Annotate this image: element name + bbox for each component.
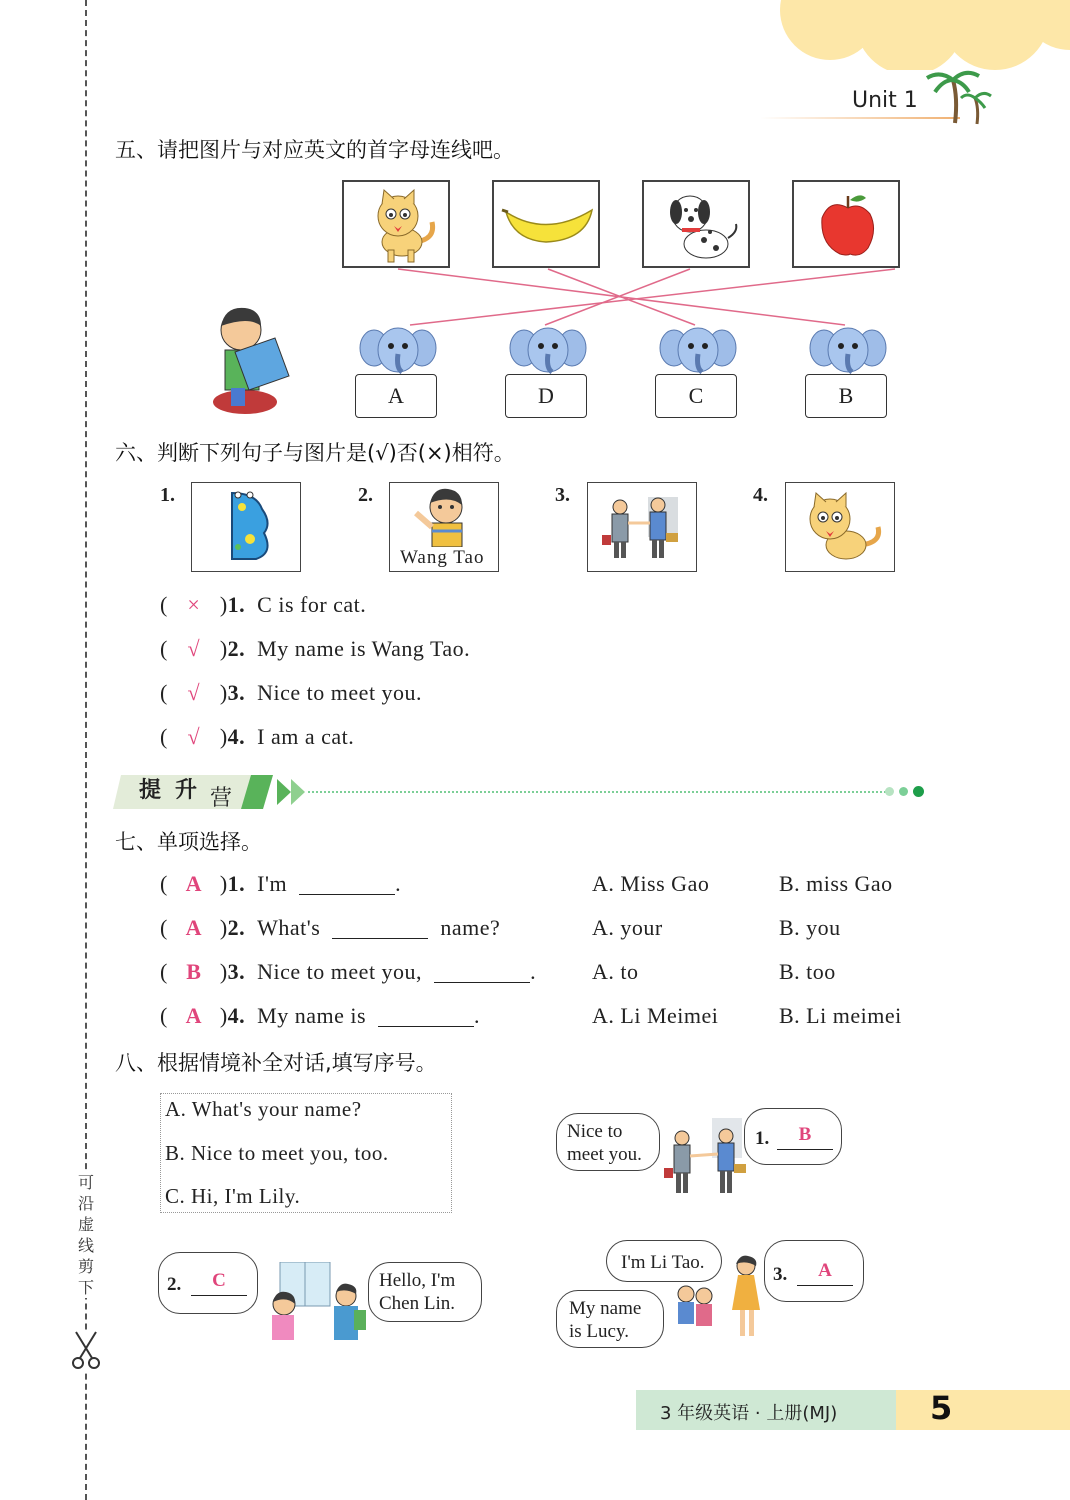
option-a[interactable]: A. Li Meimei: [592, 1003, 719, 1028]
cat-icon: [344, 182, 448, 266]
dog-picture: [642, 180, 750, 268]
cut-instruction: 可 沿 虚 线 剪 下: [77, 1173, 94, 1297]
dialog-option-c: C. Hi, I'm Lily.: [165, 1184, 301, 1208]
greeting-picture: [587, 482, 697, 572]
elephant-icon: [508, 320, 588, 375]
answer-blank[interactable]: A: [797, 1259, 853, 1286]
answer-bubble-2: 2. C: [158, 1252, 258, 1314]
choice-item-2: ( A )2. What's name?: [160, 915, 501, 940]
scissors-icon: [70, 1330, 102, 1370]
page-number: 5: [930, 1389, 953, 1427]
option-a[interactable]: A. your: [592, 915, 663, 940]
boy-waving-icon: [390, 483, 496, 547]
letter-card-d[interactable]: D: [505, 374, 587, 418]
answer-mark[interactable]: √: [187, 724, 201, 749]
letter-b-icon: [192, 483, 298, 569]
answer-blank[interactable]: B: [777, 1123, 833, 1150]
level-up-banner: [113, 773, 308, 815]
picture-number: 4.: [753, 484, 768, 506]
judge-item-3: ( √ )3. Nice to meet you.: [160, 680, 423, 705]
dog-icon: [644, 182, 748, 266]
letter-card-b[interactable]: B: [805, 374, 887, 418]
wang-tao-picture: [389, 482, 499, 572]
answer-blank[interactable]: C: [191, 1269, 247, 1296]
banner-dot: [885, 787, 894, 796]
section5-title: 五、请把图片与对应英文的首字母连线吧。: [115, 138, 514, 162]
choice-item-3: ( B )3. Nice to meet you, .: [160, 959, 537, 984]
apple-picture: [792, 180, 900, 268]
picture-number: 1.: [160, 484, 175, 506]
option-a[interactable]: A. Miss Gao: [592, 871, 710, 896]
banana-picture: [492, 180, 600, 268]
letter-card-a[interactable]: A: [355, 374, 437, 418]
two-men-greeting-illustration: [664, 1118, 750, 1200]
banner-char: 提: [139, 778, 162, 803]
dialog-option-b: B. Nice to meet you, too.: [165, 1141, 389, 1165]
banner-char: 升: [175, 778, 198, 803]
footer-page-bar: [896, 1390, 1070, 1430]
answer-letter[interactable]: B: [186, 959, 202, 984]
banner-dot: [899, 787, 908, 796]
judge-item-1: ( × )1. C is for cat.: [160, 592, 367, 617]
option-b[interactable]: B. Li meimei: [779, 1003, 902, 1028]
book-title: 3 年级英语 · 上册(MJ): [660, 1403, 838, 1424]
answer-blank[interactable]: [299, 872, 395, 895]
option-b[interactable]: B. too: [779, 959, 836, 984]
answer-bubble-3: 3. A: [764, 1240, 864, 1302]
letter-b-picture: [191, 482, 301, 572]
judge-item-2: ( √ )2. My name is Wang Tao.: [160, 636, 471, 661]
elephant-icon: [358, 320, 438, 375]
dialog-option-a: A. What's your name?: [165, 1097, 362, 1121]
apple-icon: [794, 182, 898, 266]
answer-blank[interactable]: [378, 1004, 474, 1027]
answer-letter[interactable]: A: [185, 1003, 203, 1028]
cat-picture-2: [785, 482, 895, 572]
unit-label: Unit 1: [852, 88, 918, 113]
handshake-icon: [588, 483, 694, 569]
palm-tree-icon: [925, 68, 995, 126]
elephant-icon: [808, 320, 888, 375]
choice-item-4: ( A )4. My name is .: [160, 1003, 481, 1028]
option-a[interactable]: A. to: [592, 959, 639, 984]
picture-number: 2.: [358, 484, 373, 506]
banner-dotted-line: [308, 791, 886, 793]
boy-reading-illustration: [205, 302, 295, 420]
banana-icon: [494, 182, 598, 266]
answer-mark[interactable]: √: [187, 636, 201, 661]
option-b[interactable]: B. you: [779, 915, 841, 940]
answer-letter[interactable]: A: [185, 871, 203, 896]
answer-mark[interactable]: ×: [187, 592, 201, 617]
picture-caption: Wang Tao: [400, 547, 485, 568]
girl-and-boy-illustration: [262, 1262, 372, 1340]
banner-dot: [913, 786, 924, 797]
answer-letter[interactable]: A: [185, 915, 203, 940]
letter-card-c[interactable]: C: [655, 374, 737, 418]
speech-bubble-lucy: My name is Lucy.: [556, 1290, 664, 1348]
section8-title: 八、根据情境补全对话,填写序号。: [115, 1051, 437, 1075]
answer-bubble-1: 1. B: [744, 1108, 842, 1165]
speech-bubble-nice: Nice to meet you.: [556, 1113, 660, 1171]
cat-picture: [342, 180, 450, 268]
children-group-illustration: [670, 1250, 765, 1340]
section7-title: 七、单项选择。: [115, 830, 262, 854]
answer-mark[interactable]: √: [187, 680, 201, 705]
speech-bubble-litao: I'm Li Tao.: [606, 1240, 722, 1282]
speech-bubble-hello: Hello, I'm Chen Lin.: [368, 1262, 482, 1322]
section6-title: 六、判断下列句子与图片是(√)否(×)相符。: [115, 441, 515, 465]
cat-icon: [786, 483, 892, 569]
picture-number: 3.: [555, 484, 570, 506]
option-b[interactable]: B. miss Gao: [779, 871, 893, 896]
judge-item-4: ( √ )4. I am a cat.: [160, 724, 355, 749]
banner-char: 营: [210, 786, 233, 811]
answer-blank[interactable]: [434, 960, 530, 983]
answer-blank[interactable]: [332, 916, 428, 939]
elephant-icon: [658, 320, 738, 375]
choice-item-1: ( A )1. I'm .: [160, 871, 402, 896]
cloud-decoration: [780, 0, 1070, 70]
